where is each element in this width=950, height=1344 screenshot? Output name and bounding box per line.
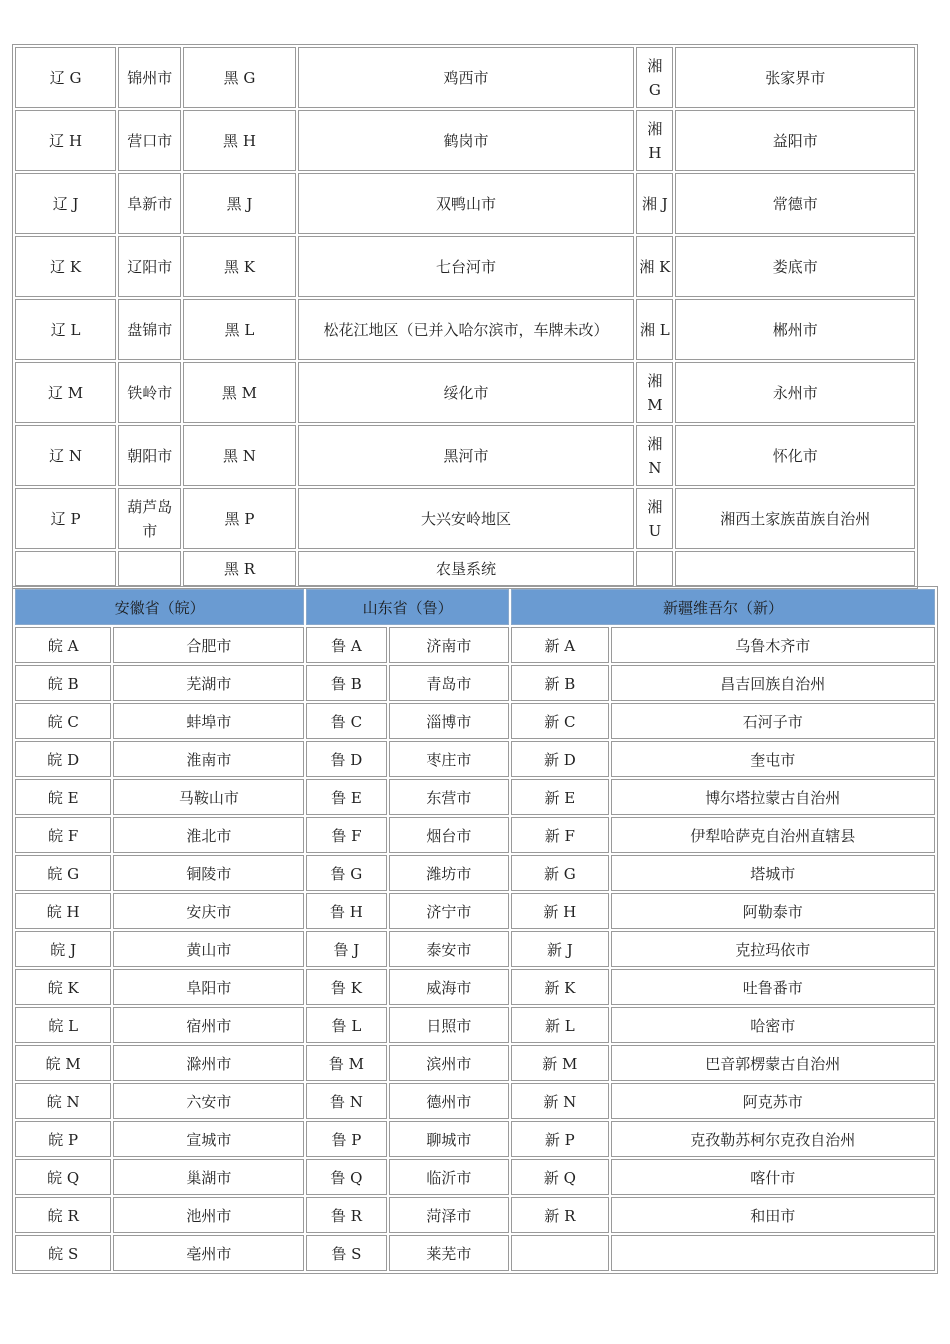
plate-code-cell: 鲁 S — [306, 1235, 386, 1271]
city-cell: 阿勒泰市 — [611, 893, 935, 929]
city-cell: 淮北市 — [113, 817, 304, 853]
city-cell: 克孜勒苏柯尔克孜自治州 — [611, 1121, 935, 1157]
plate-code-cell: 鲁 Q — [306, 1159, 386, 1195]
table-row — [15, 931, 935, 967]
table-row — [15, 1159, 935, 1195]
city-cell: 盘锦市 — [118, 299, 181, 360]
plate-code-cell: 鲁 D — [306, 741, 386, 777]
plate-code-cell: 鲁 E — [306, 779, 386, 815]
table-row — [15, 173, 915, 234]
city-cell: 张家界市 — [675, 47, 915, 108]
city-cell: 潍坊市 — [389, 855, 510, 891]
plate-code-cell: 鲁 M — [306, 1045, 386, 1081]
city-cell: 亳州市 — [113, 1235, 304, 1271]
city-cell: 莱芜市 — [389, 1235, 510, 1271]
city-cell: 滁州市 — [113, 1045, 304, 1081]
city-cell: 威海市 — [389, 969, 510, 1005]
plate-code-cell: 新 H — [511, 893, 608, 929]
city-cell: 济宁市 — [389, 893, 510, 929]
plate-code-cell: 鲁 L — [306, 1007, 386, 1043]
plate-code-cell: 皖 G — [15, 855, 111, 891]
plate-code-cell: 辽 H — [15, 110, 116, 171]
plate-code-cell — [636, 551, 673, 586]
plate-code-cell: 新 G — [511, 855, 608, 891]
plate-code-cell: 鲁 N — [306, 1083, 386, 1119]
plate-code-cell: 湘 G — [636, 47, 673, 108]
table-row — [15, 969, 935, 1005]
plate-code-cell: 皖 Q — [15, 1159, 111, 1195]
plate-code-cell: 辽 P — [15, 488, 116, 549]
city-cell: 马鞍山市 — [113, 779, 304, 815]
city-cell: 永州市 — [675, 362, 915, 423]
plate-code-cell: 皖 R — [15, 1197, 111, 1233]
table-row — [15, 1045, 935, 1081]
plate-code-cell: 黑 K — [183, 236, 295, 297]
plate-code-cell: 新 C — [511, 703, 608, 739]
city-cell: 阜新市 — [118, 173, 181, 234]
city-cell: 宿州市 — [113, 1007, 304, 1043]
plate-code-cell: 湘 K — [636, 236, 673, 297]
table-row — [15, 110, 915, 171]
city-cell: 葫芦岛市 — [118, 488, 181, 549]
city-cell: 鸡西市 — [298, 47, 635, 108]
plate-code-cell: 湘 J — [636, 173, 673, 234]
province-header-anhui: 安徽省（皖） — [15, 589, 304, 625]
plate-code-cell: 新 L — [511, 1007, 608, 1043]
table-row — [15, 665, 935, 701]
city-cell: 塔城市 — [611, 855, 935, 891]
city-cell: 铁岭市 — [118, 362, 181, 423]
table-row — [15, 1235, 935, 1271]
city-cell: 日照市 — [389, 1007, 510, 1043]
city-cell: 泰安市 — [389, 931, 510, 967]
plate-code-cell: 皖 F — [15, 817, 111, 853]
plate-code-cell: 黑 R — [183, 551, 295, 586]
city-cell: 奎屯市 — [611, 741, 935, 777]
plate-code-cell: 新 K — [511, 969, 608, 1005]
plate-code-cell: 辽 K — [15, 236, 116, 297]
city-cell: 烟台市 — [389, 817, 510, 853]
city-cell: 临沂市 — [389, 1159, 510, 1195]
table-row — [15, 362, 915, 423]
city-cell: 阿克苏市 — [611, 1083, 935, 1119]
table-row — [15, 817, 935, 853]
city-cell: 德州市 — [389, 1083, 510, 1119]
plate-code-cell: 辽 J — [15, 173, 116, 234]
plate-code-cell: 新 M — [511, 1045, 608, 1081]
plate-code-cell: 湘 N — [636, 425, 673, 486]
table-row — [15, 236, 915, 297]
plate-code-cell: 皖 D — [15, 741, 111, 777]
city-cell: 湘西土家族苗族自治州 — [675, 488, 915, 549]
city-cell: 伊犁哈萨克自治州直辖县 — [611, 817, 935, 853]
plate-code-cell: 皖 M — [15, 1045, 111, 1081]
city-cell: 鹤岗市 — [298, 110, 635, 171]
city-cell: 松花江地区（已并入哈尔滨市，车牌未改） — [298, 299, 635, 360]
city-cell: 蚌埠市 — [113, 703, 304, 739]
city-cell: 郴州市 — [675, 299, 915, 360]
city-cell: 绥化市 — [298, 362, 635, 423]
table-row — [15, 627, 935, 663]
city-cell: 辽阳市 — [118, 236, 181, 297]
city-cell: 益阳市 — [675, 110, 915, 171]
city-cell: 安庆市 — [113, 893, 304, 929]
city-cell: 昌吉回族自治州 — [611, 665, 935, 701]
plate-code-cell: 新 A — [511, 627, 608, 663]
city-cell: 聊城市 — [389, 1121, 510, 1157]
plate-code-cell: 湘 U — [636, 488, 673, 549]
plate-code-cell: 新 N — [511, 1083, 608, 1119]
city-cell: 黄山市 — [113, 931, 304, 967]
plate-code-cell: 新 R — [511, 1197, 608, 1233]
city-cell — [675, 551, 915, 586]
plate-code-cell: 新 Q — [511, 1159, 608, 1195]
province-header-shandong: 山东省（鲁） — [306, 589, 509, 625]
plate-code-cell: 鲁 F — [306, 817, 386, 853]
city-cell: 七台河市 — [298, 236, 635, 297]
plate-code-cell: 皖 K — [15, 969, 111, 1005]
city-cell: 铜陵市 — [113, 855, 304, 891]
city-cell: 石河子市 — [611, 703, 935, 739]
table-row — [15, 703, 935, 739]
plate-code-cell: 皖 C — [15, 703, 111, 739]
city-cell: 淮南市 — [113, 741, 304, 777]
city-cell: 黑河市 — [298, 425, 635, 486]
plate-code-cell: 辽 L — [15, 299, 116, 360]
city-cell: 菏泽市 — [389, 1197, 510, 1233]
city-cell: 宣城市 — [113, 1121, 304, 1157]
plate-code-cell: 新 J — [511, 931, 608, 967]
plate-code-cell: 鲁 J — [306, 931, 386, 967]
table-row — [15, 1083, 935, 1119]
table-row — [15, 893, 935, 929]
city-cell: 农垦系统 — [298, 551, 635, 586]
plate-code-cell: 新 E — [511, 779, 608, 815]
city-cell — [611, 1235, 935, 1271]
city-cell: 克拉玛依市 — [611, 931, 935, 967]
plate-code-cell: 皖 H — [15, 893, 111, 929]
city-cell: 大兴安岭地区 — [298, 488, 635, 549]
city-cell: 芜湖市 — [113, 665, 304, 701]
plate-code-cell: 皖 J — [15, 931, 111, 967]
city-cell: 博尔塔拉蒙古自治州 — [611, 779, 935, 815]
plate-code-cell: 皖 B — [15, 665, 111, 701]
plate-code-cell: 鲁 G — [306, 855, 386, 891]
city-cell: 营口市 — [118, 110, 181, 171]
city-cell: 哈密市 — [611, 1007, 935, 1043]
city-cell: 济南市 — [389, 627, 510, 663]
city-cell: 阜阳市 — [113, 969, 304, 1005]
plate-code-cell: 鲁 P — [306, 1121, 386, 1157]
city-cell: 池州市 — [113, 1197, 304, 1233]
city-cell: 朝阳市 — [118, 425, 181, 486]
plate-table-bottom-body — [15, 589, 935, 1271]
table-row — [15, 1007, 935, 1043]
plate-code-cell: 皖 L — [15, 1007, 111, 1043]
plate-code-cell: 湘 H — [636, 110, 673, 171]
table-row — [15, 1121, 935, 1157]
table-row — [15, 1197, 935, 1233]
plate-code-cell: 辽 M — [15, 362, 116, 423]
plate-code-cell — [15, 551, 116, 586]
table-row — [15, 488, 915, 549]
city-cell: 淄博市 — [389, 703, 510, 739]
table-row — [15, 855, 935, 891]
city-cell: 喀什市 — [611, 1159, 935, 1195]
plate-code-cell: 皖 S — [15, 1235, 111, 1271]
city-cell: 东营市 — [389, 779, 510, 815]
plate-code-cell: 鲁 K — [306, 969, 386, 1005]
city-cell: 乌鲁木齐市 — [611, 627, 935, 663]
plate-code-cell: 鲁 B — [306, 665, 386, 701]
city-cell: 常德市 — [675, 173, 915, 234]
city-cell: 巢湖市 — [113, 1159, 304, 1195]
province-header-xinjiang: 新疆维吾尔（新） — [511, 589, 935, 625]
plate-code-cell: 新 B — [511, 665, 608, 701]
table-row — [15, 47, 915, 108]
plate-code-cell: 皖 P — [15, 1121, 111, 1157]
city-cell: 怀化市 — [675, 425, 915, 486]
plate-table-top — [12, 44, 918, 589]
plate-code-cell — [511, 1235, 608, 1271]
table-row — [15, 551, 915, 586]
city-cell: 和田市 — [611, 1197, 935, 1233]
plate-code-cell: 黑 J — [183, 173, 295, 234]
table-row — [15, 741, 935, 777]
plate-code-cell: 皖 N — [15, 1083, 111, 1119]
plate-code-cell: 辽 G — [15, 47, 116, 108]
city-cell: 枣庄市 — [389, 741, 510, 777]
table-row — [15, 425, 915, 486]
plate-code-cell: 黑 L — [183, 299, 295, 360]
plate-code-cell: 黑 P — [183, 488, 295, 549]
city-cell: 娄底市 — [675, 236, 915, 297]
city-cell: 滨州市 — [389, 1045, 510, 1081]
plate-code-cell: 黑 M — [183, 362, 295, 423]
plate-code-cell: 黑 N — [183, 425, 295, 486]
province-header-row — [15, 589, 935, 625]
city-cell: 双鸭山市 — [298, 173, 635, 234]
plate-code-cell: 湘 L — [636, 299, 673, 360]
city-cell: 锦州市 — [118, 47, 181, 108]
city-cell: 青岛市 — [389, 665, 510, 701]
plate-code-cell: 辽 N — [15, 425, 116, 486]
plate-code-cell: 新 D — [511, 741, 608, 777]
table-row — [15, 299, 915, 360]
plate-code-cell: 鲁 A — [306, 627, 386, 663]
plate-code-cell: 鲁 H — [306, 893, 386, 929]
plate-code-cell: 鲁 R — [306, 1197, 386, 1233]
plate-code-cell: 皖 E — [15, 779, 111, 815]
city-cell: 巴音郭楞蒙古自治州 — [611, 1045, 935, 1081]
plate-code-cell: 黑 G — [183, 47, 295, 108]
plate-table-bottom — [12, 586, 938, 1274]
city-cell: 吐鲁番市 — [611, 969, 935, 1005]
plate-code-cell: 鲁 C — [306, 703, 386, 739]
plate-table-top-body — [15, 47, 915, 586]
city-cell: 合肥市 — [113, 627, 304, 663]
plate-code-cell: 新 F — [511, 817, 608, 853]
city-cell — [118, 551, 181, 586]
plate-code-cell: 湘 M — [636, 362, 673, 423]
table-row — [15, 779, 935, 815]
city-cell: 六安市 — [113, 1083, 304, 1119]
plate-code-cell: 黑 H — [183, 110, 295, 171]
plate-code-cell: 新 P — [511, 1121, 608, 1157]
plate-code-cell: 皖 A — [15, 627, 111, 663]
